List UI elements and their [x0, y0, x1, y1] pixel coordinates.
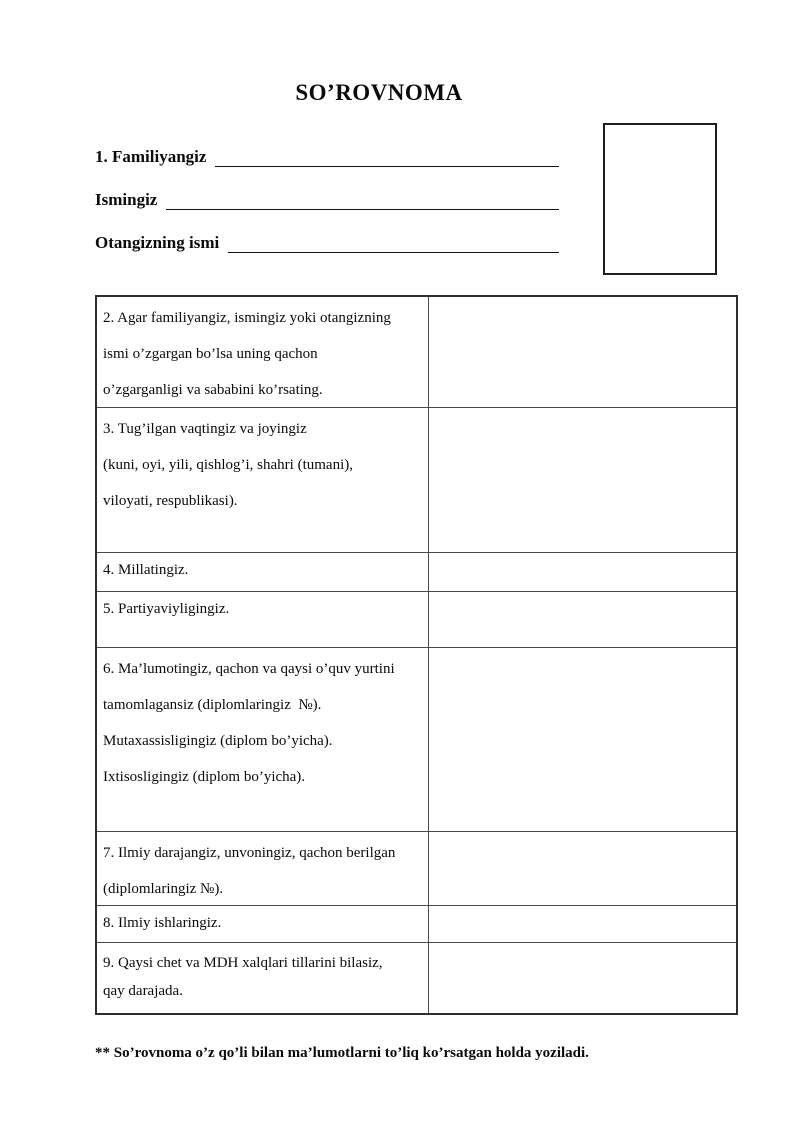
question-line: Mutaxassisligingiz (diplom bo’yicha). — [103, 733, 333, 749]
question-line: 5. Partiyaviyligingiz. — [103, 601, 230, 617]
question-line: Ixtisosligingiz (diplom bo’yicha). — [103, 769, 306, 785]
answer-cell-q5 — [429, 592, 736, 647]
question-cell-q3 — [97, 408, 429, 552]
question-line: 4. Millatingiz. — [103, 562, 189, 578]
question-line: (diplomlaringiz №). — [103, 881, 224, 897]
field-patronymic-label: Otangizning ismi — [95, 233, 220, 252]
question-line: viloyati, respublikasi). — [103, 493, 238, 509]
question-cell-q4 — [97, 553, 429, 591]
field-firstname-blank-line — [166, 187, 559, 210]
field-surname-label: 1. Familiyangiz — [95, 147, 207, 166]
question-cell-q9 — [97, 943, 429, 1013]
table-row-q7 — [97, 831, 736, 905]
field-firstname — [95, 187, 559, 213]
table-row-q6 — [97, 647, 736, 831]
question-line: 6. Ma’lumotingiz, qachon va qaysi o’quv yurtini — [103, 661, 395, 677]
question-cell-q5 — [97, 592, 429, 647]
photo-placeholder-box — [603, 123, 717, 275]
question-line: 2. Agar familiyangiz, ismingiz yoki otangizning — [103, 310, 391, 326]
table-row-q3 — [97, 407, 736, 552]
question-line: 9. Qaysi chet va MDH xalqlari tillarini bilasiz, — [103, 955, 383, 971]
question-line: (kuni, oyi, yili, qishlog’i, shahri (tumani), — [103, 457, 353, 473]
question-cell-q6 — [97, 648, 429, 831]
answer-cell-q6 — [429, 648, 736, 831]
table-row-q5 — [97, 591, 736, 647]
answer-cell-q7 — [429, 832, 736, 905]
question-line: 8. Ilmiy ishlaringiz. — [103, 915, 222, 931]
answer-cell-q9 — [429, 943, 736, 1013]
field-surname — [95, 144, 559, 170]
question-line: 7. Ilmiy darajangiz, unvoningiz, qachon berilgan — [103, 845, 396, 861]
footnote: ** So’rovnoma o’z qo’li bilan ma’lumotlarni to’liq ko’rsatgan holda yoziladi. — [95, 1045, 589, 1061]
questions-table — [95, 295, 738, 1015]
question-line: tamomlagansiz (diplomlaringiz №). — [103, 697, 322, 713]
question-line: ismi o’zgargan bo’lsa uning qachon — [103, 346, 318, 362]
document-title: SO’ROVNOMA — [295, 80, 463, 105]
field-patronymic — [95, 230, 559, 256]
answer-cell-q4 — [429, 553, 736, 591]
field-patronymic-blank-line — [228, 230, 559, 253]
question-line: o’zgarganligi va sababini ko’rsating. — [103, 382, 323, 398]
table-row-q9 — [97, 942, 736, 1013]
answer-cell-q3 — [429, 408, 736, 552]
answer-cell-q2 — [429, 297, 736, 407]
answer-cell-q8 — [429, 906, 736, 942]
table-row-q2 — [97, 297, 736, 407]
table-row-q4 — [97, 552, 736, 591]
question-line: qay darajada. — [103, 983, 183, 999]
question-cell-q2 — [97, 297, 429, 407]
table-row-q8 — [97, 905, 736, 942]
field-firstname-label: Ismingiz — [95, 190, 158, 209]
question-cell-q7 — [97, 832, 429, 905]
question-cell-q8 — [97, 906, 429, 942]
field-surname-blank-line — [215, 144, 559, 167]
question-line: 3. Tug’ilgan vaqtingiz va joyingiz — [103, 421, 307, 437]
